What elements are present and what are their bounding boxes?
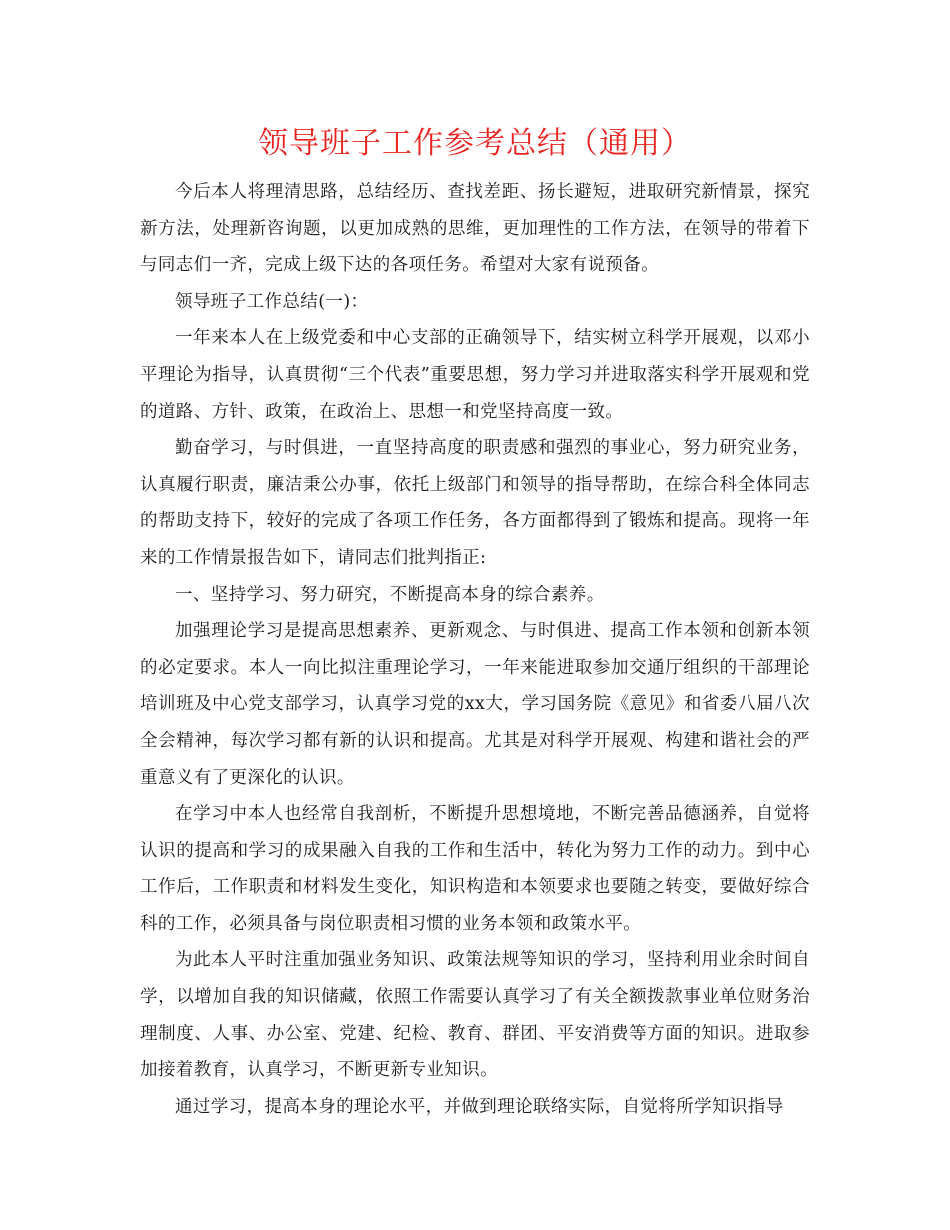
paragraph-truncated: 通过学习，提高本身的理论水平，并做到理论联络实际，自觉将所学知识指导	[175, 1096, 784, 1117]
section-heading: 领导班子工作总结(一)：	[175, 291, 369, 312]
paragraph: 加强理论学习是提高思想素养、更新观念、与时俱进、提高工作本领和创新本领的必定要求。本人一向比拟注重理论学习，一年来能进取参加交通厅组织的干部理论培训班及中心党支部学习，认真学习党的xx大，学习国务院《意见》和省委八届八次全会精神，每次学习都有新的认识和提高。尤其是对科学开展观、构建和谐社会的严重意义有了更深化的认识。	[140, 621, 810, 788]
document-title: 领导班子工作参考总结（通用）	[258, 126, 692, 161]
paragraph: 在学习中本人也经常自我剖析，不断提升思想境地，不断完善品德涵养，自觉将认识的提高和学习的成果融入自我的工作和生活中，转化为努力工作的动力。到中心工作后，工作职责和材料发生变化，知识构造和本领要求也要随之转变，要做好综合科的工作，必须具备与岗位职责相习惯的业务本领和政策水平。	[140, 804, 810, 934]
subsection-heading: 一、坚持学习、努力研究，不断提高本身的综合素养。	[175, 584, 605, 605]
paragraph: 一年来本人在上级党委和中心支部的正确领导下，结实树立科学开展观，以邓小平理论为指导，认真贯彻“三个代表”重要思想，努力学习并进取落实科学开展观和党的道路、方针、政策，在政治上、思想一和党坚持高度一致。	[140, 328, 810, 422]
paragraph: 勤奋学习，与时俱进，一直坚持高度的职责感和强烈的事业心，努力研究业务，认真履行职责，廉洁秉公办事，依托上级部门和领导的指导帮助，在综合科全体同志的帮助支持下，较好的完成了各项工作任务，各方面都得到了锻炼和提高。现将一年来的工作情景报告如下，请同志们批判指正:	[140, 438, 810, 568]
paragraph-intro: 今后本人将理清思路，总结经历、查找差距、扬长避短，进取研究新情景，探究新方法，处理新咨询题，以更加成熟的思维，更加理性的工作方法，在领导的带着下与同志们一齐，完成上级下达的各项任务。希望对大家有说预备。	[140, 182, 810, 276]
paragraph: 为此本人平时注重加强业务知识、政策法规等知识的学习，坚持利用业余时间自学，以增加自我的知识储藏，依照工作需要认真学习了有关全额拨款事业单位财务治理制度、人事、办公室、党建、纪检、教育、群团、平安消费等方面的知识。进取参加接着教育，认真学习，不断更新专业知识。	[140, 950, 810, 1081]
